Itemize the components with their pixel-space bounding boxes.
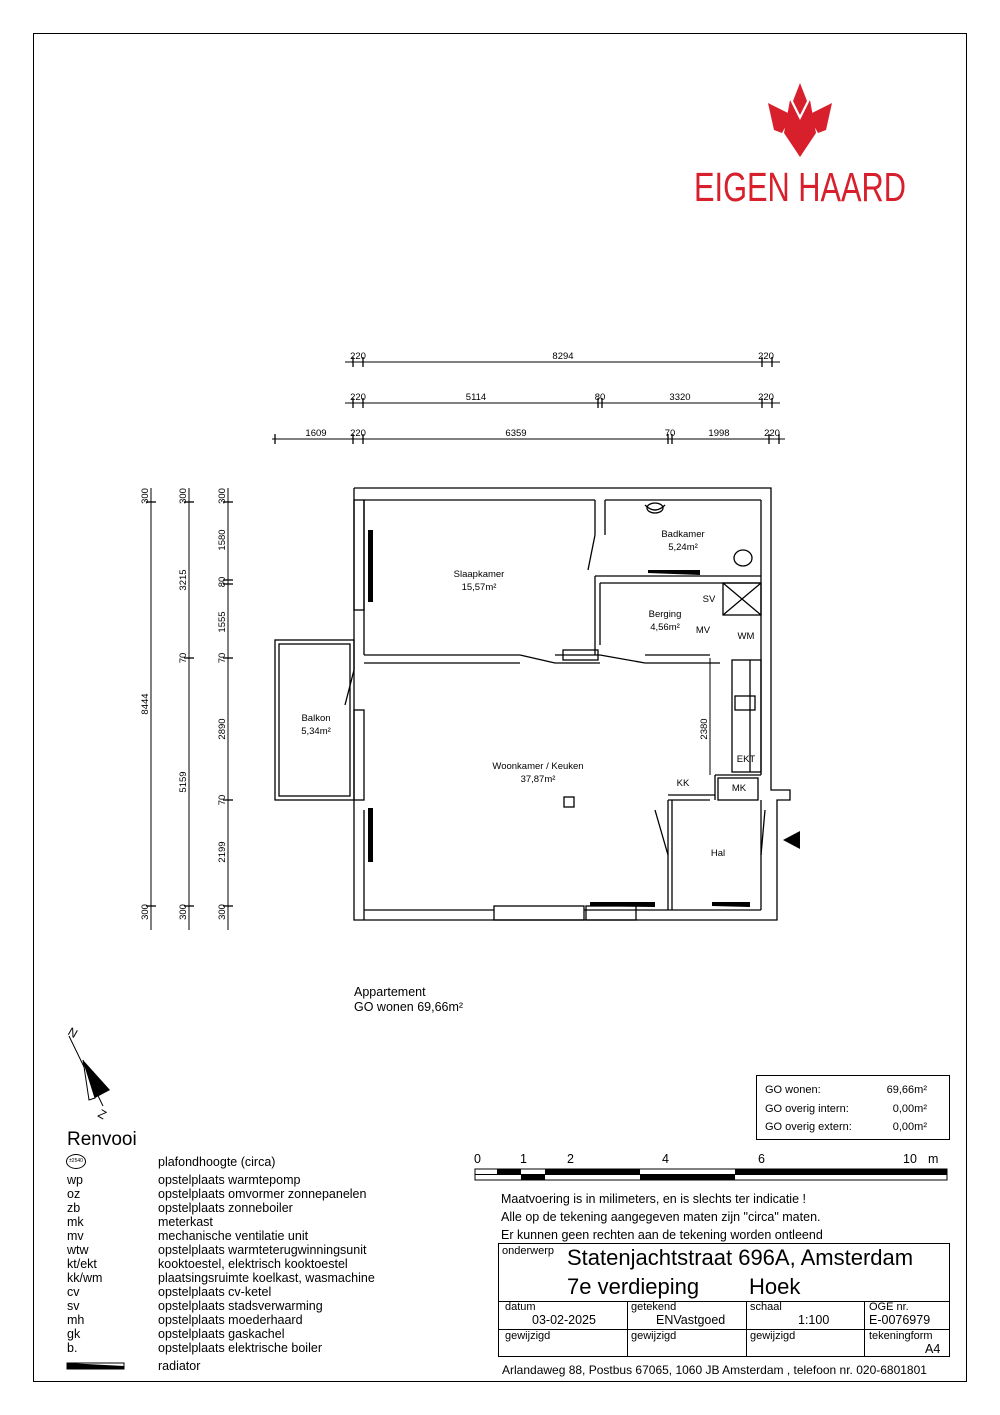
dim-text: 2890 (217, 718, 228, 740)
legend-code: mk (67, 1215, 84, 1229)
dim-text: 70 (217, 652, 228, 664)
radiator-icons (368, 530, 800, 907)
schaal-value: 1:100 (798, 1313, 830, 1327)
room-name: Berging (648, 609, 682, 620)
compass-z: Z (95, 1106, 109, 1123)
tekeningform-value: A4 (925, 1342, 941, 1356)
dim-text: 70 (664, 428, 676, 439)
legend-desc: opstelplaats moederhaard (158, 1313, 303, 1327)
notes (501, 1190, 823, 1244)
legend-code: wp (67, 1173, 83, 1187)
note-line: Alle op de tekening aangegeven maten zijn "circa" maten. (501, 1210, 821, 1224)
room-area: 5,24m² (668, 542, 698, 553)
dim-text: 5159 (178, 771, 189, 793)
legend-code: gk (67, 1327, 81, 1341)
datum-label: datum (505, 1301, 536, 1313)
gewijzigd-label: gewijzigd (631, 1330, 677, 1342)
address: Statenjachtstraat 696A, Amsterdam (567, 1245, 914, 1270)
legend-code: kk/wm (67, 1271, 103, 1285)
legend-code: kt/ekt (67, 1257, 97, 1271)
room-area: 37,87m² (520, 774, 556, 785)
dim-text: 220 (758, 351, 774, 362)
compass-icon (55, 1020, 125, 1123)
dim-text: 220 (758, 392, 774, 403)
room-name: Badkamer (661, 529, 705, 540)
position: Hoek (749, 1274, 801, 1299)
legend-desc: opstelplaats elektrische boiler (158, 1341, 322, 1355)
compass-n: N (65, 1024, 81, 1041)
dim-text: 1555 (217, 611, 228, 633)
legend-code: sv (67, 1299, 80, 1313)
dim-text: 3320 (669, 392, 691, 403)
footer-address: Arlandaweg 88, Postbus 67065, 1060 JB Amsterdam , telefoon nr. 020-6801801 (502, 1363, 927, 1377)
getekend-value: ENVastgoed (656, 1313, 726, 1327)
dim-text: 3215 (178, 569, 189, 591)
area-value: 69,66m² (886, 1084, 927, 1096)
dim-text: 300 (217, 904, 228, 920)
dim-text: 1609 (305, 428, 327, 439)
dim-text: 220 (764, 428, 780, 439)
dim-text: 300 (140, 904, 151, 920)
floor: 7e verdieping (567, 1274, 700, 1299)
brand-name: EIGEN HAARD (694, 164, 906, 210)
scale-label: 2 (567, 1152, 574, 1166)
note-line: Maatvoering is in milimeters, en is slechts ter indicatie ! (501, 1192, 806, 1206)
dim-text: 8294 (552, 351, 574, 362)
dim-text: 220 (350, 351, 366, 362)
dim-text: 1580 (217, 529, 228, 551)
room-name: Balkon (301, 713, 331, 724)
legend-desc: plaatsingsruimte koelkast, wasmachine (158, 1271, 375, 1285)
scale-label: 10 (903, 1152, 917, 1166)
legend-desc: mechanische ventilatie unit (158, 1229, 309, 1243)
area-table (756, 1075, 950, 1140)
legend-code: oz (67, 1187, 81, 1201)
area-label: GO wonen: (765, 1084, 821, 1096)
area-value: 0,00m² (892, 1121, 927, 1133)
legend-desc: opstelplaats omvormer zonnepanelen (158, 1187, 367, 1201)
room-name: Slaapkamer (453, 569, 505, 580)
dim-text: 70 (178, 652, 189, 664)
legend-desc: radiator (158, 1359, 201, 1373)
dim-text: 8444 (140, 693, 151, 715)
code-sv: SV (702, 594, 716, 605)
legend-desc: meterkast (158, 1215, 213, 1229)
code-mv: MV (695, 625, 711, 636)
scale-label: 4 (662, 1152, 669, 1166)
radiator-legend-icon (66, 1360, 128, 1372)
legend-code: mv (67, 1229, 84, 1243)
datum-value: 03-02-2025 (532, 1313, 596, 1327)
area-label: GO overig intern: (765, 1103, 849, 1115)
room-name: Woonkamer / Keuken (492, 761, 584, 772)
dim-text: 2199 (217, 841, 228, 863)
legend-desc: kooktoestel, elektrisch kooktoestel (158, 1257, 348, 1271)
dim-text: 1998 (708, 428, 730, 439)
dim-text: 300 (140, 488, 151, 504)
gewijzigd-label: gewijzigd (750, 1330, 796, 1342)
dim-text: 2380 (699, 718, 710, 740)
legend-desc: opstelplaats cv-ketel (158, 1285, 272, 1299)
legend-code: b. (67, 1341, 78, 1355)
legend-desc: plafondhoogte (circa) (158, 1155, 276, 1169)
floor-plan (0, 340, 1000, 940)
gewijzigd-label: gewijzigd (505, 1330, 551, 1342)
legend-desc: opstelplaats warmtepomp (158, 1173, 301, 1187)
legend-desc: opstelplaats gaskachel (158, 1327, 285, 1341)
dim-text: 5114 (465, 392, 487, 403)
apartment-info (354, 985, 463, 1015)
getekend-label: getekend (631, 1301, 677, 1313)
code-kk: KK (676, 778, 690, 789)
legend-desc: opstelplaats warmteterugwinningsunit (158, 1243, 367, 1257)
scale-label: 1 (520, 1152, 527, 1166)
code-wm: WM (737, 631, 755, 642)
dim-text: 80 (217, 576, 228, 588)
eigen-haard-logo (680, 75, 920, 210)
scale-label: 6 (758, 1152, 765, 1166)
legend-code: mh (67, 1313, 85, 1327)
legend-desc: opstelplaats zonneboiler (158, 1201, 293, 1215)
dim-text: 220 (350, 428, 366, 439)
flame-logo-icon (768, 83, 832, 157)
dim-text: 300 (178, 904, 189, 920)
apartment-type: Appartement (354, 985, 426, 999)
room-area: 5,34m² (301, 726, 331, 737)
area-value: 0,00m² (892, 1103, 927, 1115)
room-area: 4,56m² (650, 622, 680, 633)
code-ekt: EKT (736, 754, 756, 765)
area-label: GO overig extern: (765, 1121, 852, 1133)
scale-bar-graphic (473, 1167, 953, 1183)
ceiling-height-icon: ±2540 (66, 1154, 86, 1169)
room-name: Hal (710, 848, 726, 859)
note-line: Er kunnen geen rechten aan de tekening worden ontleend (501, 1228, 823, 1242)
oge-label: OGE nr. (869, 1301, 909, 1313)
onderwerp-label: onderwerp (502, 1245, 554, 1257)
tekeningform-label: tekeningform (869, 1330, 933, 1342)
code-mk: MK (731, 783, 747, 794)
oge-value: E-0076979 (869, 1313, 931, 1327)
dim-text: 220 (350, 392, 366, 403)
scale-label: 0 (474, 1152, 481, 1166)
scale-unit: m (928, 1152, 939, 1166)
legend-code: cv (67, 1285, 80, 1299)
dim-text: 70 (217, 794, 228, 806)
legend-code: wtw (67, 1243, 89, 1257)
legend-code: zb (67, 1201, 81, 1215)
dim-text: 6359 (505, 428, 527, 439)
legend-title: Renvooi (67, 1129, 137, 1150)
schaal-label: schaal (750, 1301, 782, 1313)
apartment-area: GO wonen 69,66m² (354, 1000, 464, 1014)
room-area: 15,57m² (461, 582, 497, 593)
dim-text: 300 (178, 488, 189, 504)
dim-text: 300 (217, 488, 228, 504)
legend-desc: opstelplaats stadsverwarming (158, 1299, 323, 1313)
dim-text: 80 (594, 392, 606, 403)
